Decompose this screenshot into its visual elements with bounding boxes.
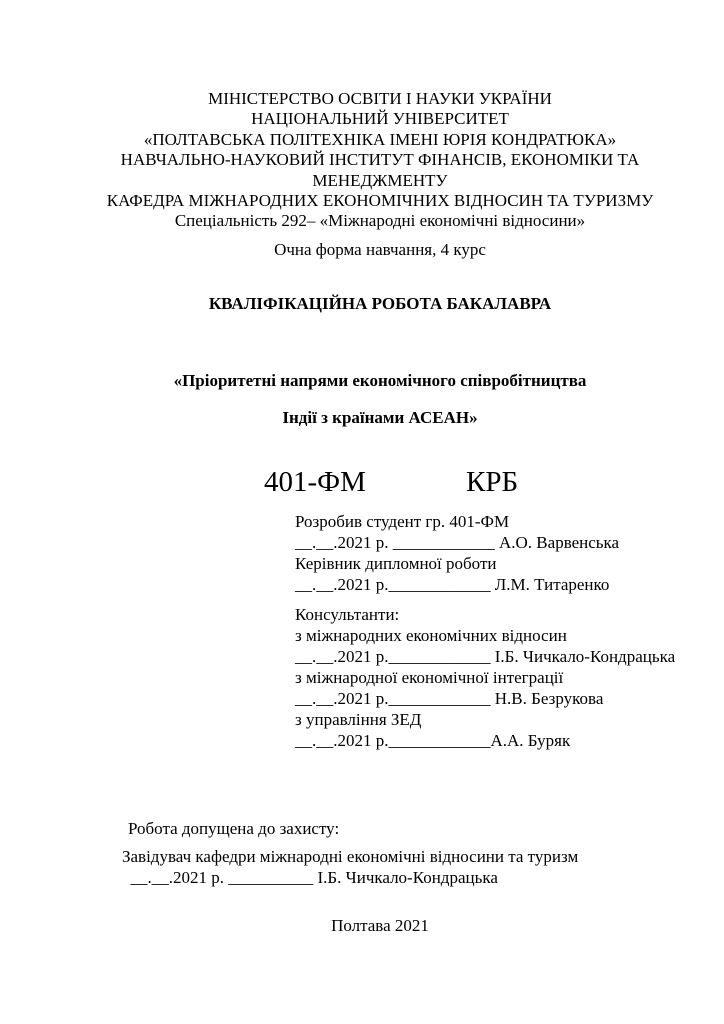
ministry-line: МІНІСТЕРСТВО ОСВІТИ І НАУКИ УКРАЇНИ <box>208 89 552 108</box>
thesis-title <box>56 362 704 436</box>
thesis-title-line-1: «Пріоритетні напрями економічного співробітництва <box>173 371 587 390</box>
work-type-heading <box>56 293 704 314</box>
city-year-line: Полтава 2021 <box>331 916 429 935</box>
developer-signature-line: __.__.2021 р. ____________ А.О. Варвенська <box>295 533 620 552</box>
university-name-line: «ПОЛТАВСЬКА ПОЛІТЕХНІКА ІМЕНІ ЮРІЯ КОНДРАТЮКА» <box>143 129 617 149</box>
specialty-line: Спеціальність 292– «Міжнародні економічні відносини» <box>174 211 586 231</box>
signature-block <box>295 511 695 751</box>
admission-statement: Робота допущена до захисту: <box>128 819 340 838</box>
head-of-department-signature-line: __.__.2021 р. __________ І.Б. Чичкало-Кондрацька <box>122 868 498 887</box>
developer-signatures <box>295 511 695 595</box>
consultant-3-signature-line: __.__.2021 р.____________А.А. Буряк <box>295 731 571 750</box>
study-form <box>56 240 704 260</box>
institute-line-2: МЕНЕДЖМЕНТУ <box>312 170 448 190</box>
admission-block <box>122 818 662 888</box>
head-of-department-label: Завідувач кафедри міжнародні економічні відносини та туризм <box>122 847 579 866</box>
institute-line-1: НАВЧАЛЬНО-НАУКОВИЙ ІНСТИТУТ ФІНАНСІВ, ЕКОНОМІКИ ТА <box>120 150 640 170</box>
group-code: 401-ФМ <box>264 466 366 498</box>
university-header <box>56 89 704 232</box>
developer-label: Розробив студент гр. 401-ФМ <box>295 512 510 531</box>
consultant-1-signature-line: __.__.2021 р.____________ І.Б. Чичкало-Кондрацька <box>295 647 676 666</box>
supervisor-label: Керівник дипломної роботи <box>295 554 497 573</box>
study-form-line: Очна форма навчання, 4 курс <box>274 240 486 259</box>
university-line: НАЦІОНАЛЬНИЙ УНІВЕРСИТЕТ <box>251 109 509 129</box>
consultant-2-signature-line: __.__.2021 р.____________ Н.В. Безрукова <box>295 689 604 708</box>
thesis-title-line-2: Індії з країнами АСЕАН» <box>282 408 478 427</box>
footer <box>56 915 704 936</box>
department-line: КАФЕДРА МІЖНАРОДНИХ ЕКОНОМІЧНИХ ВІДНОСИН ТА ТУРИЗМУ <box>106 191 654 211</box>
consultant-2-label: з міжнародної економічної інтеграції <box>295 668 564 687</box>
codes-row <box>0 468 724 498</box>
consultants-label: Консультанти: <box>295 605 400 624</box>
work-code: КРБ <box>466 466 519 498</box>
consultant-3-label: з управління ЗЕД <box>295 710 422 729</box>
supervisor-signature-line: __.__.2021 р.____________ Л.М. Титаренко <box>295 575 610 594</box>
consultant-1-label: з міжнародних економічних відносин <box>295 626 567 645</box>
work-type-line: КВАЛІФІКАЦІЙНА РОБОТА БАКАЛАВРА <box>208 294 552 313</box>
consultant-signatures <box>295 604 695 751</box>
